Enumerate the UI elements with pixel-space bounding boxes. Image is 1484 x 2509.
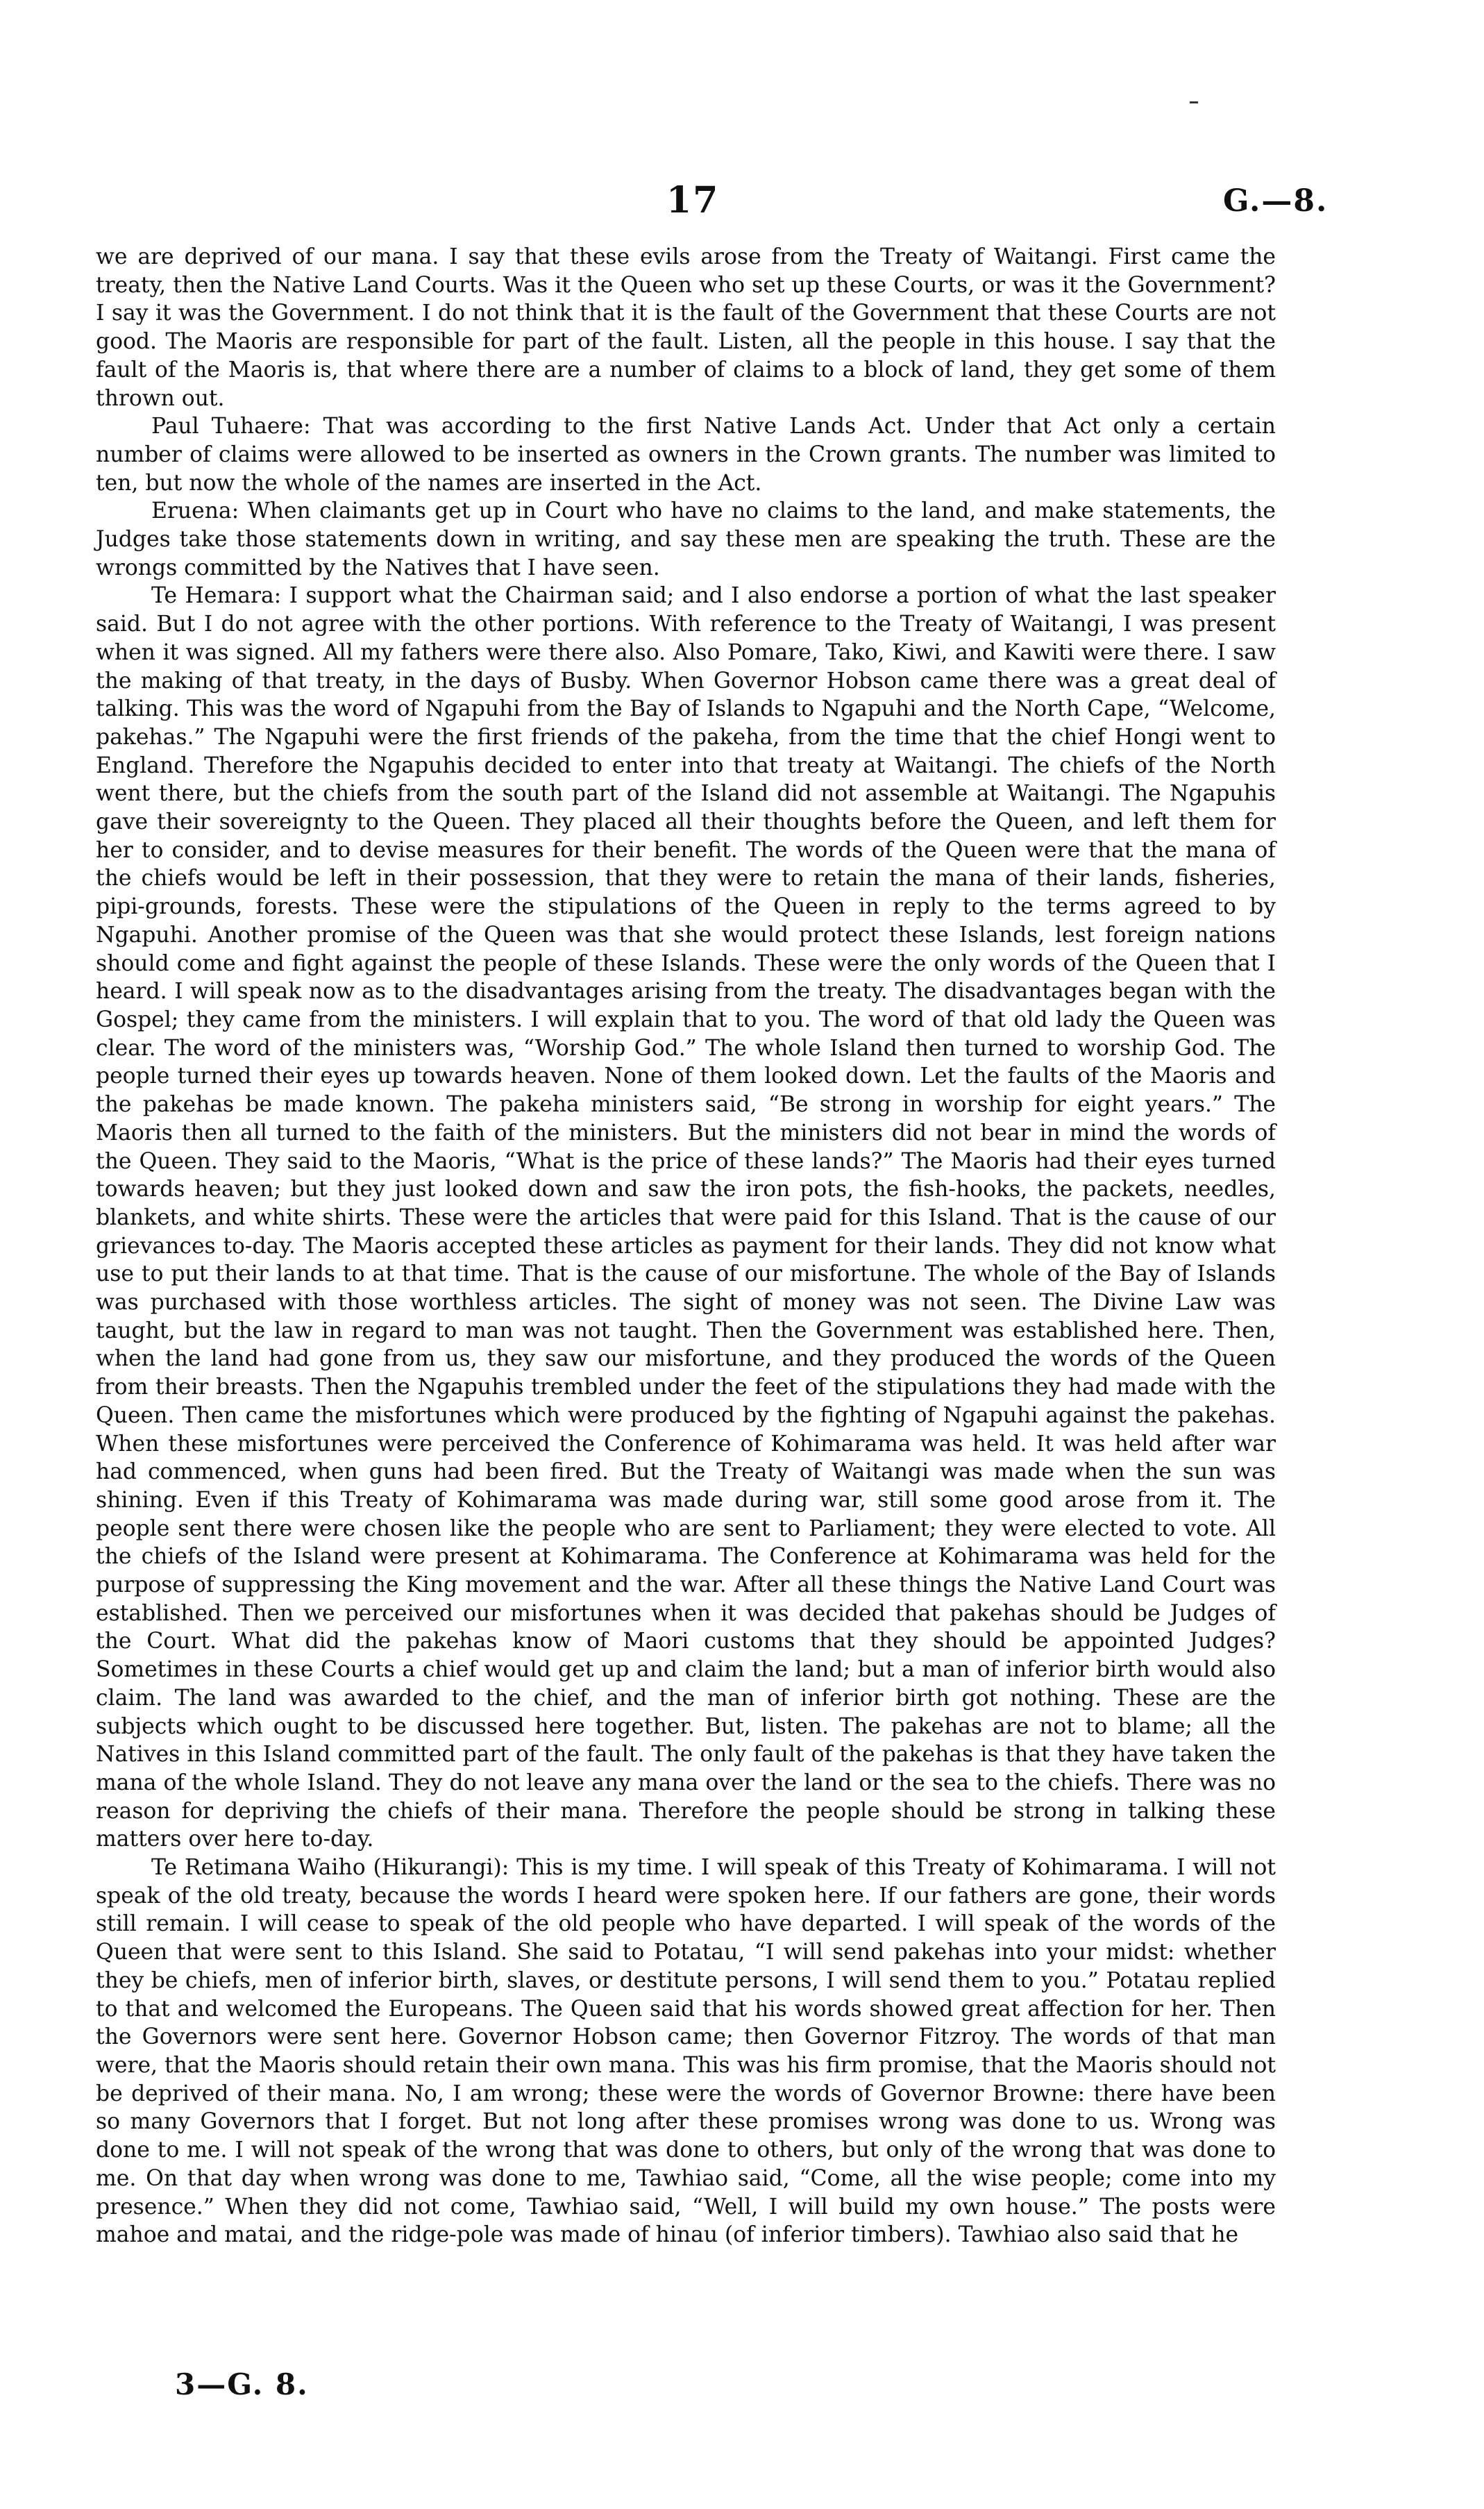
signature-mark: 3—G. 8. [175,2367,309,2401]
paragraph-te-retimana-waiho [96,1854,1276,2249]
paragraph-te-hemara [96,582,1276,1854]
speaker-name: Te Retimana Waiho (Hikurangi): [151,1855,509,1881]
paragraph-paul-tuhaere [96,412,1276,497]
paragraph-text: I support what the Chairman said; and I also endorse a portion of what the last speaker said. But I do not agree with the other portions. With reference to the Treaty of Waitangi, I was present when it was signed. All my fathers were there also. Also Pomare, Tako, Kiwi, and Kawiti were there. I saw the making of that treaty, in the days of Busby. When Governor Hobson came there was a great deal of talking. This was the word of Ngapuhi from the Bay of Islands to Ngapuhi and the North Cape, “Welcome, pakehas.” The Ngapuhi were the first friends of the pakeha, from the time that the chief Hongi went to England. Therefore the Ngapuhis decided to enter into that treaty at Waitangi. The chiefs of the North went there, but the chiefs from the south part of the Island did not assemble at Waitangi. The Ngapuhis gave their sovereignty to the Queen. They placed all their thoughts before the Queen, and left them for her to consider, and to devise measures for their benefit. The words of the Queen were that the mana of the chiefs would be left in their possession, that they were to retain the mana of their lands, fisheries, pipi-grounds, forests. These were the stipulations of the Queen in reply to the terms agreed to by Ngapuhi. Another promise of the Queen was that she would protect these Islands, lest foreign nations should come and fight against the people of these Islands. These were the only words of the Queen that I heard. I will speak now as to the disadvantages arising from the treaty. The disadvantages began with the Gospel; they came from the ministers. I will explain that to you. The word of that old lady the Queen was clear. The word of the ministers was, “Worship God.” The whole Island then turned to worship God. The people turned their eyes up towards heaven. None of them looked down. Let the faults of the Maoris and the pakehas be made known. The pakeha ministers said, “Be strong in worship for eight years.” The Maoris then all turned to the faith of the ministers. But the ministers did not bear in mind the words of the Queen. They said to the Maoris, “What is the price of these lands?” The Maoris had their eyes turned towards heaven; but they just looked down and saw the iron pots, the fish-hooks, the packets, needles, blankets, and white shirts. These were the articles that were paid for this Island. That is the cause of our grievances to-day. The Maoris accepted these articles as payment for their lands. They did not know what use to put their lands to at that time. That is the cause of our misfortune. The whole of the Bay of Islands was purchased with those worthless articles. The sight of money was not seen. The Divine Law was taught, but the law in regard to man was not taught. Then the Government was established here. Then, when the land had gone from us, they saw our misfortune, and they produced the words of the Queen from their breasts. Then the Ngapuhis trembled under the feet of the stipulations they had made with the Queen. Then came the misfortunes which were produced by the fighting of Ngapuhi against the pakehas. When these misfortunes were perceived the Conference of Kohimarama was held. It was held after war had commenced, when guns had been fired. But the Treaty of Waitangi was made when the sun was shining. Even if this Treaty of Kohimarama was made during war, still some good arose from it. The people sent there were chosen like the people who are sent to Parliament; they were elected to vote. All the chiefs of the Island were present at Kohimarama. The Conference at Kohimarama was held for the purpose of suppressing the King movement and the war. After all these things the Native Land Court was established. Then we perceived our misfortunes when it was decided that pakehas should be Judges of the Court. What did the pakehas know of Maori customs that they should be appointed Judges? Sometimes in these Courts a chief would get up and claim the land; but a man of inferior birth would also claim. The land was awarded to the chief, and the man of inferior birth got nothing. These are the subjects which ought to be discussed here together. But, listen. The pakehas are not to blame; all the Natives in this Island committed part of the fault. The only fault of the pakehas is that they have taken the mana of the whole Island. They do not leave any mana over the land or the sea to the chiefs. There was no reason for depriving the chiefs of their mana. Therefore the people should be strong in talking these matters over here to-day. [96,583,1276,1852]
paragraph-eruena [96,497,1276,582]
paragraph-text: When claimants get up in Court who have no claims to the land, and make statements, the Judges take those statements down in writing, and say these men are speaking the truth. These are the wrongs committed by the Natives that I have seen. [96,498,1276,580]
paragraph-text: This is my time. I will speak of this Treaty of Kohimarama. I will not speak of the old treaty, because the words I heard were spoken here. If our fathers are gone, their words still remain. I will cease to speak of the old people who have departed. I will speak of the words of the Queen that were sent to this Island. She said to Potatau, “I will send pakehas into your midst: whether they be chiefs, men of inferior birth, slaves, or destitute persons, I will send them to you.” Potatau replied to that and welcomed the Europeans. The Queen said that his words showed great affection for her. Then the Governors were sent here. Governor Hobson came; then Governor Fitzroy. The words of that man were, that the Maoris should retain their own mana. This was his firm promise, that the Maoris should not be deprived of their mana. No, I am wrong; these were the words of Governor Browne: there have been so many Governors that I forget. But not long after these promises wrong was done to us. Wrong was done to me. I will not speak of the wrong that was done to others, but only of the wrong that was done to me. On that day when wrong was done to me, Tawhiao said, “Come, all the wise people; come into my presence.” When they did not come, Tawhiao said, “Well, I will build my own house.” The posts were mahoe and matai, and the ridge-pole was made of hinau (of inferior timbers). Tawhiao also said that he [96,1855,1276,2248]
page-header [0,179,1484,235]
corner-mark [1190,101,1198,103]
paragraph-text: That was according to the first Native Lands Act. Under that Act only a certain number of claims were allowed to be inserted as owners in the Crown grants. The number was limited to ten, but now the whole of the names are inserted in the Act. [96,414,1276,496]
speaker-name: Te Hemara: [151,583,282,609]
document-reference: G.—8. [1223,183,1329,219]
body-text [96,243,1276,2249]
paragraph-continuation [96,243,1276,412]
page-number: 17 [666,179,720,221]
paragraph-text: we are deprived of our mana. I say that these evils arose from the Treaty of Waitangi. First came the treaty, then the Native Land Courts. Was it the Queen who set up these Courts, or was it the Government? I say it was the Government. I do not think that it is the fault of the Government that these Courts are not good. The Maoris are responsible for part of the fault. Listen, all the people in this house. I say that the fault of the Maoris is, that where there are a number of claims to a block of land, they get some of them thrown out. [96,244,1276,411]
speaker-name: Eruena: [151,498,239,524]
speaker-name: Paul Tuhaere: [151,414,311,439]
